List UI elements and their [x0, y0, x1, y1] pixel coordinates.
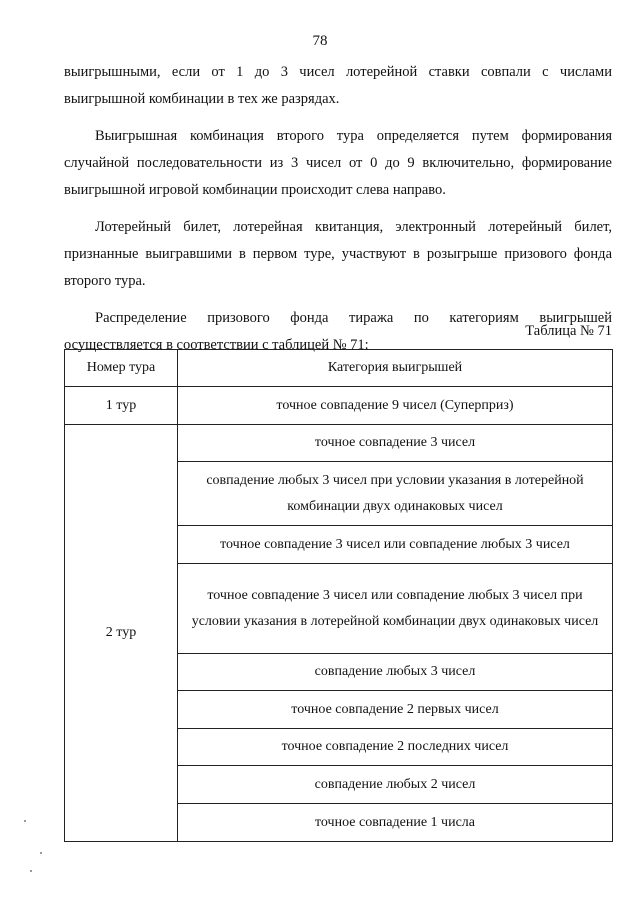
- category-cell: совпадение любых 2 чисел: [178, 766, 613, 804]
- category-cell: совпадение любых 3 чисел: [178, 654, 613, 691]
- category-cell: точное совпадение 3 чисел или совпадение любых 3 чисел при условии указания в лотерейной комбинации двух одинаковых чисел: [178, 564, 613, 654]
- prize-category-table: [64, 349, 613, 842]
- category-cell: точное совпадение 9 чисел (Суперприз): [178, 387, 613, 425]
- table-row: [65, 387, 613, 425]
- page-number: 78: [312, 33, 328, 49]
- paragraph-prize-distribution: Распределение призового фонда тиража по категориям выигрышей осуществляется в соответствии с таблицей № 71:: [64, 310, 612, 353]
- body-text: [64, 59, 612, 359]
- header-prize-category: Категория выигрышей: [178, 350, 613, 387]
- category-cell: точное совпадение 1 числа: [178, 804, 613, 842]
- scan-speck: [40, 852, 42, 854]
- category-cell: совпадение любых 3 чисел при условии указания в лотерейной комбинации двух одинаковых чисел: [178, 462, 613, 526]
- table-row: [65, 425, 613, 462]
- category-cell: точное совпадение 3 чисел: [178, 425, 613, 462]
- scan-speck: [30, 870, 32, 872]
- paragraph-winning-combination: Выигрышная комбинация второго тура определяется путем формирования случайной последовательности из 3 чисел от 0 до 9 включительно, формирование выигрышной игровой комбинации происходит слева направо.: [64, 128, 612, 198]
- table-caption: Таблица № 71: [525, 323, 612, 339]
- header-tour-number: Номер тура: [65, 350, 178, 387]
- table-header-row: [65, 350, 613, 387]
- scan-speck: [24, 820, 26, 822]
- tour-2-label: 2 тур: [65, 425, 178, 842]
- category-cell: точное совпадение 3 чисел или совпадение любых 3 чисел: [178, 526, 613, 564]
- paragraph-continuation: выигрышными, если от 1 до 3 чисел лотерейной ставки совпали с числами выигрышной комбинации в тех же разрядах.: [64, 64, 612, 107]
- category-cell: точное совпадение 2 последних чисел: [178, 729, 613, 766]
- paragraph-first-tour-winners: Лотерейный билет, лотерейная квитанция, электронный лотерейный билет, признанные выигравшими в первом туре, участвуют в розыгрыше призового фонда второго тура.: [64, 219, 612, 289]
- tour-1-label: 1 тур: [65, 387, 178, 425]
- category-cell: точное совпадение 2 первых чисел: [178, 691, 613, 729]
